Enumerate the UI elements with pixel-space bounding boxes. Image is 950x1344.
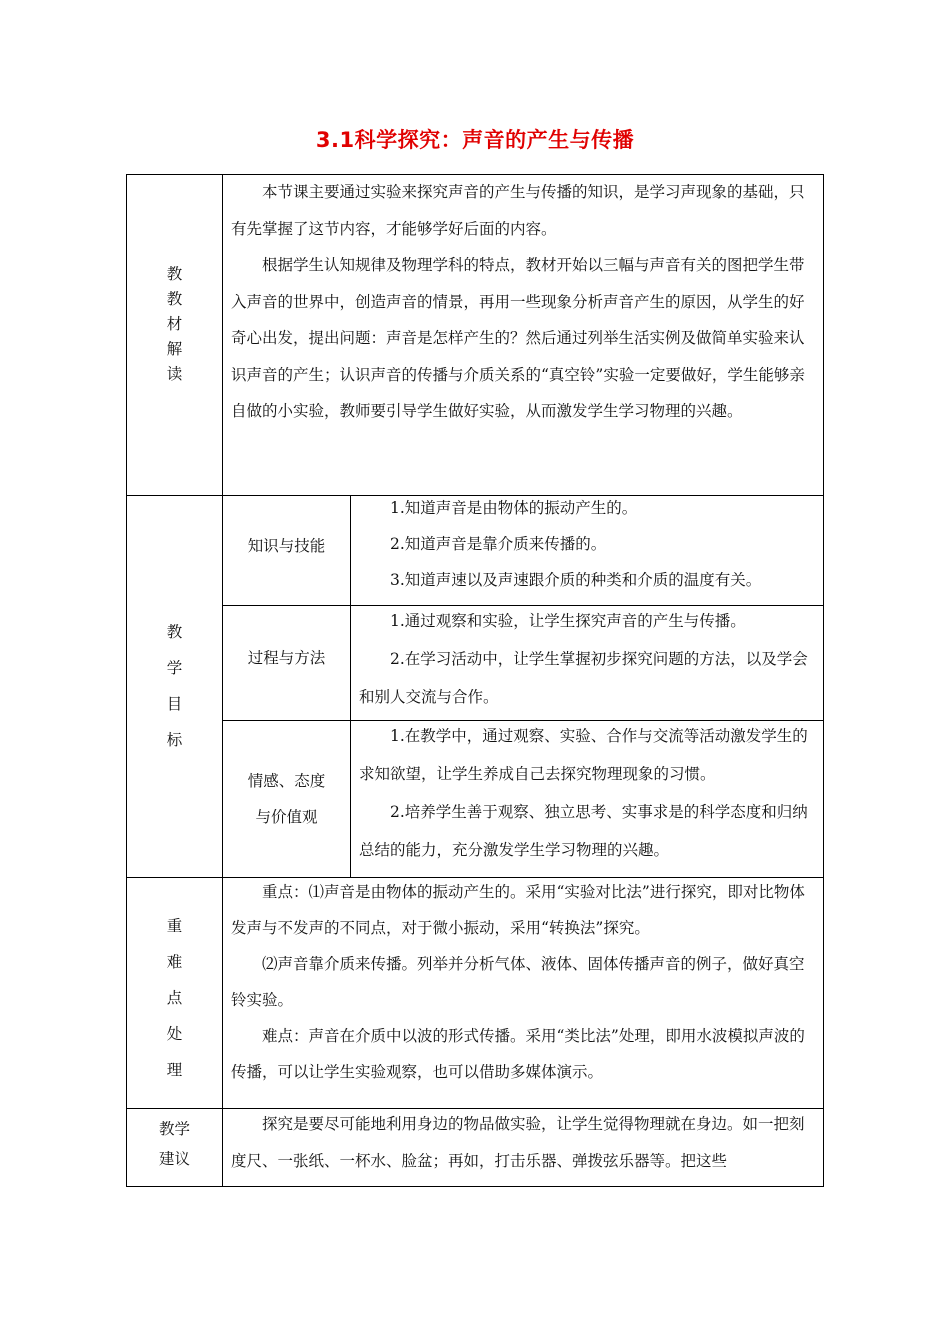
section-label-textbook [127,262,222,387]
objective-item: 1.通过观察和实验，让学生探究声音的产生与传播。 [390,612,746,630]
label-char: 教 [166,290,183,308]
section-content-suggestions [231,1106,817,1180]
objective-item: 1.知道声音是由物体的振动产生的。 [390,499,638,517]
label-char: 难 [166,953,183,971]
paragraph: 重点：⑴声音是由物体的振动产生的。采用“实验对比法”进行探究，即对比物体发声与不发声的不同点，对于微小振动，采用“转换法”探究。 [231,883,805,937]
paragraph: ⑵声音靠介质来传播。列举并分析气体、液体、固体传播声音的例子，做好真空铃实验。 [231,955,805,1009]
column-divider [350,495,351,877]
label-char: 材 [166,315,183,333]
document-title: 3.1科学探究：声音的产生与传播 [315,128,635,152]
label-char: 标 [166,731,183,749]
table-bottom-border [126,1186,824,1187]
label-char: 解 [166,340,183,358]
objective-item: 1.在教学中，通过观察、实验、合作与交流等活动激发学生的求知欲望，让学生养成自己去探究物理现象的习惯。 [359,727,808,783]
label-char: 学 [166,659,183,677]
label-char: 目 [166,695,183,713]
section-label-objectives [127,614,222,758]
objective-item: 2.在学习活动中，让学生掌握初步探究问题的方法，以及学会和别人交流与合作。 [359,650,808,706]
objective-items [359,602,817,716]
objective-name-line: 情感、态度 [247,772,326,790]
objective-name [223,763,350,835]
objective-items [359,717,817,869]
section-content-textbook [231,174,817,430]
label-line: 建议 [158,1150,190,1168]
column-divider [222,174,223,1187]
paragraph: 根据学生认知规律及物理学科的特点，教材开始以三幅与声音有关的图把学生带入声音的世界中，创造声音的情景，再用一些现象分析声音产生的原因，从学生的好奇心出发，提出问题：声音是怎样产生的？然后通过列举生活实例及做简单实验来认识声音的产生；认识声音的传播与介质关系的“真空铃”实验一定要做好，学生能够亲自做的小实验，教师要引导学生做好实验，从而激发学生学习物理的兴趣。 [231,256,805,420]
label-char: 点 [166,989,183,1007]
objective-item: 2.知道声音是靠介质来传播的。 [390,535,607,553]
label-char: 教 [166,623,183,641]
paragraph: 探究是要尽可能地利用身边的物品做实验，让学生觉得物理就在身边。如一把刻度尺、一张纸、一杯水、脸盆；再如，打击乐器、弹拨弦乐器等。把这些 [231,1115,805,1170]
objective-name [223,536,350,556]
paragraph: 难点：声音在介质中以波的形式传播。采用“类比法”处理，即用水波模拟声波的传播，可以让学生实验观察，也可以借助多媒体演示。 [231,1027,805,1081]
paragraph: 本节课主要通过实验来探究声音的产生与传播的知识，是学习声现象的基础，只有先掌握了这节内容，才能够学好后面的内容。 [231,183,805,238]
objective-items [359,490,817,598]
section-label-suggestions [127,1114,222,1174]
label-line: 教学 [158,1120,190,1138]
objective-item: 2.培养学生善于观察、独立思考、实事求是的科学态度和归纳总结的能力，充分激发学生学习物理的兴趣。 [359,803,808,859]
section-label-key-points [127,908,222,1088]
label-char: 处 [166,1025,183,1043]
label-char: 重 [166,917,183,935]
label-char: 理 [166,1061,183,1079]
objective-item: 3.知道声速以及声速跟介质的种类和介质的温度有关。 [390,571,762,589]
label-char: 读 [166,365,183,383]
table-right-border [823,174,824,1187]
objective-name-line: 与价值观 [255,808,318,826]
label-char: 教 [166,265,183,283]
objective-name-line: 知识与技能 [247,537,326,555]
objective-name-line: 过程与方法 [247,649,326,667]
section-content-key-points [231,874,817,1090]
objective-name [223,648,350,668]
